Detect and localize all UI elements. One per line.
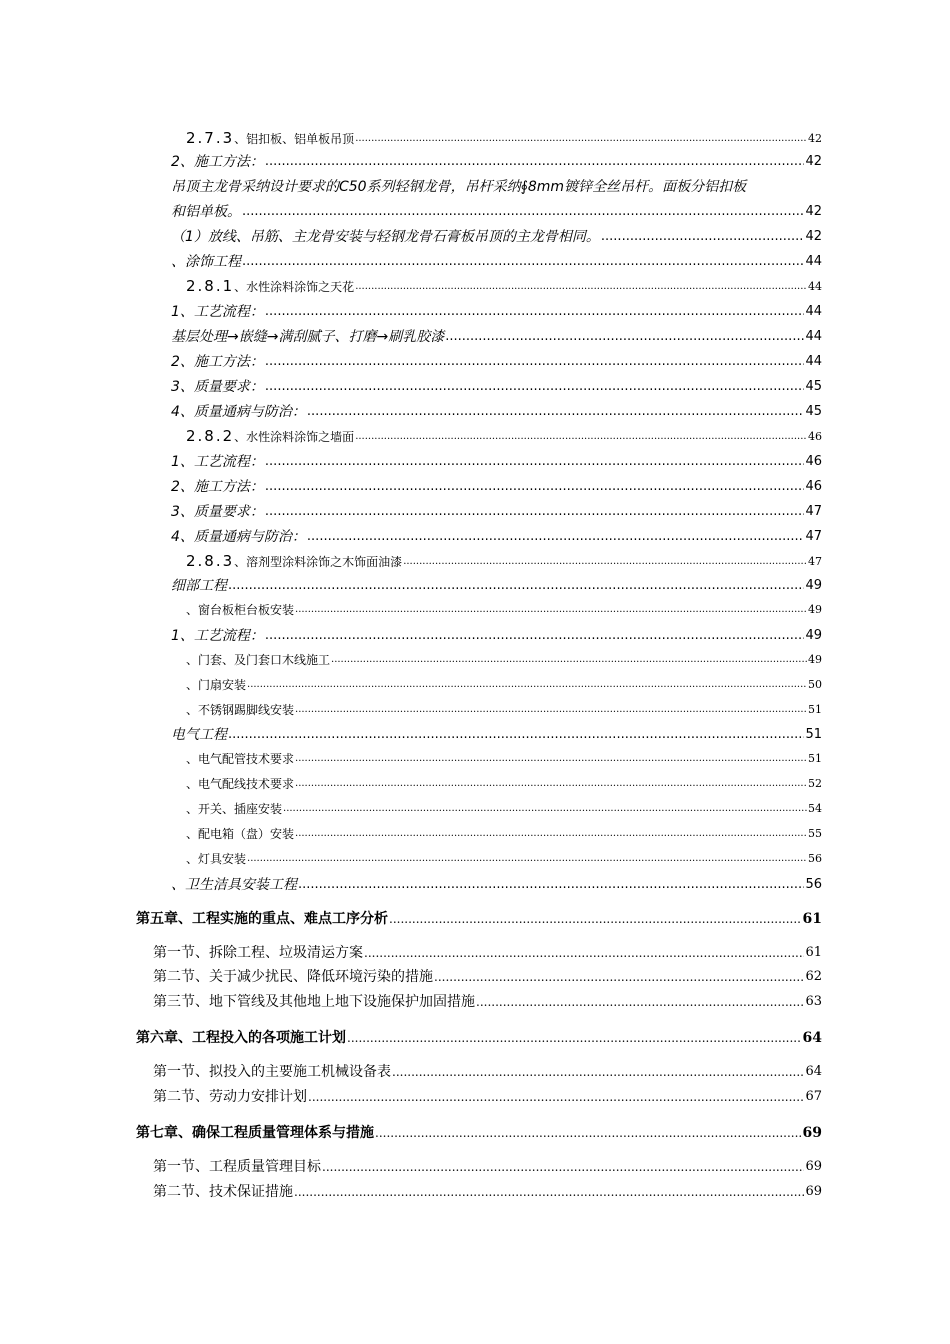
toc-entry-text: 4、质量通病与防治： bbox=[171, 404, 306, 420]
toc-entry-page: 45 bbox=[805, 379, 822, 394]
toc-entry[interactable] bbox=[186, 278, 822, 295]
toc-entry-title bbox=[186, 776, 294, 792]
dot-leader bbox=[364, 944, 804, 962]
toc-entry-page: 47 bbox=[808, 555, 822, 568]
dot-leader bbox=[247, 851, 807, 867]
toc-entry-title bbox=[171, 503, 264, 521]
dot-leader bbox=[307, 528, 805, 546]
toc-entry-page: 49 bbox=[805, 628, 822, 643]
dot-leader bbox=[228, 577, 804, 595]
toc-entry[interactable] bbox=[171, 453, 822, 471]
toc-entry[interactable] bbox=[153, 944, 822, 962]
toc-entry-title bbox=[186, 553, 402, 570]
toc-entry[interactable] bbox=[171, 876, 822, 894]
toc-entry-text: 1、工艺流程： bbox=[171, 628, 264, 644]
toc-entry-page: 44 bbox=[805, 354, 822, 369]
toc-entry-title bbox=[171, 403, 306, 421]
toc-entry[interactable] bbox=[136, 1124, 822, 1142]
toc-entry-number: 2.7.3 bbox=[186, 129, 235, 147]
toc-entry-text: （1）放线、吊筋、主龙骨安装与轻钢龙骨石膏板吊顶的主龙骨相同。 bbox=[171, 229, 600, 245]
toc-entry-title bbox=[153, 1063, 391, 1081]
dot-leader bbox=[375, 1124, 802, 1142]
dot-leader bbox=[445, 328, 804, 346]
toc-entry-title bbox=[186, 801, 282, 817]
toc-entry-page: 49 bbox=[808, 653, 822, 666]
toc-entry-text: 3、质量要求： bbox=[171, 504, 264, 520]
toc-entry[interactable] bbox=[171, 203, 822, 221]
toc-entry[interactable] bbox=[186, 130, 822, 147]
dot-leader bbox=[242, 203, 804, 221]
dot-leader bbox=[322, 1158, 804, 1176]
toc-entry-title bbox=[186, 428, 354, 445]
toc-entry-text: 第一节、拟投入的主要施工机械设备表 bbox=[153, 1064, 391, 1080]
toc-entry-page: 67 bbox=[805, 1089, 822, 1104]
toc-entry-text: 、铝扣板、铝单板吊顶 bbox=[234, 132, 355, 146]
toc-entry-text: 吊顶主龙骨采纳设计要求的C50系列轻钢龙骨，吊杆采纳∮8mm镀锌全丝吊杆。面板分铝扣板 bbox=[171, 179, 747, 195]
toc-entry[interactable] bbox=[186, 602, 822, 618]
toc-entry-page: 42 bbox=[805, 204, 822, 219]
dot-leader bbox=[265, 627, 805, 645]
toc-entry[interactable] bbox=[186, 428, 822, 445]
toc-entry-page: 69 bbox=[802, 1125, 822, 1141]
toc-entry-text: 1、工艺流程： bbox=[171, 304, 264, 320]
toc-entry-page: 46 bbox=[808, 430, 822, 443]
toc-entry[interactable] bbox=[186, 776, 822, 792]
toc-entry-page: 61 bbox=[805, 945, 822, 960]
toc-entry-title bbox=[153, 968, 433, 986]
dot-leader bbox=[476, 993, 804, 1011]
toc-entry[interactable] bbox=[186, 751, 822, 767]
toc-entry-title bbox=[153, 1088, 307, 1106]
toc-entry[interactable] bbox=[171, 403, 822, 421]
dot-leader bbox=[295, 751, 807, 767]
toc-entry-page: 46 bbox=[805, 479, 822, 494]
dot-leader bbox=[295, 826, 807, 842]
dot-leader bbox=[308, 1088, 804, 1106]
toc-entry-text: 基层处理→嵌缝→满刮腻子、打磨→刷乳胶漆 bbox=[171, 329, 445, 345]
dot-leader bbox=[265, 303, 805, 321]
toc-entry[interactable] bbox=[153, 1158, 822, 1176]
toc-entry[interactable] bbox=[153, 993, 822, 1011]
toc-entry-page: 50 bbox=[808, 678, 822, 691]
toc-entry[interactable] bbox=[171, 253, 822, 271]
toc-entry-page: 51 bbox=[808, 752, 822, 765]
toc-entry-page: 44 bbox=[805, 304, 822, 319]
toc-entry-text: 2、施工方法： bbox=[171, 154, 264, 170]
toc-entry-text: 、电气配线技术要求 bbox=[186, 777, 295, 791]
toc-entry-page: 64 bbox=[802, 1030, 822, 1046]
dot-leader bbox=[265, 453, 805, 471]
toc-entry-title bbox=[153, 993, 475, 1011]
toc-entry[interactable] bbox=[171, 503, 822, 521]
toc-entry[interactable] bbox=[153, 1063, 822, 1081]
dot-leader bbox=[355, 279, 807, 295]
toc-entry[interactable] bbox=[153, 968, 822, 986]
dot-leader bbox=[601, 228, 805, 246]
toc-entry-title bbox=[186, 278, 354, 295]
toc-entry-title bbox=[171, 303, 264, 321]
toc-entry-text: 第三节、地下管线及其他地上地下设施保护加固措施 bbox=[153, 994, 475, 1010]
toc-entry-title bbox=[171, 328, 444, 346]
toc-entry-page: 49 bbox=[805, 578, 822, 593]
dot-leader bbox=[331, 652, 807, 668]
toc-entry-title bbox=[186, 751, 294, 767]
toc-entry[interactable] bbox=[171, 328, 822, 346]
dot-leader bbox=[265, 353, 805, 371]
toc-entry-title bbox=[136, 1124, 374, 1142]
toc-entry[interactable] bbox=[186, 652, 822, 668]
dot-leader bbox=[295, 702, 807, 718]
toc-entry-text: 第二节、技术保证措施 bbox=[153, 1184, 293, 1200]
dot-leader bbox=[298, 876, 804, 894]
toc-entry[interactable] bbox=[186, 826, 822, 842]
toc-entry-page: 42 bbox=[805, 154, 822, 169]
toc-entry-title bbox=[153, 1158, 321, 1176]
toc-entry-text: 、水性涂料涂饰之墙面 bbox=[234, 430, 355, 444]
toc-entry-text: 细部工程 bbox=[171, 578, 227, 594]
toc-entry-title bbox=[136, 1029, 346, 1047]
dot-leader bbox=[355, 429, 807, 445]
toc-entry-title bbox=[136, 910, 388, 928]
dot-leader bbox=[295, 602, 807, 618]
toc-entry-page: 51 bbox=[805, 727, 822, 742]
toc-entry-text: 4、质量通病与防治： bbox=[171, 529, 306, 545]
toc-entry[interactable] bbox=[186, 553, 822, 570]
toc-entry-text: 和铝单板。 bbox=[171, 204, 241, 220]
toc-entry-text: 2、施工方法： bbox=[171, 479, 264, 495]
toc-entry[interactable] bbox=[136, 910, 822, 928]
toc-entry-page: 44 bbox=[805, 329, 822, 344]
toc-entry-title bbox=[171, 577, 227, 595]
toc-entry-title bbox=[186, 826, 294, 842]
toc-entry-title bbox=[186, 702, 294, 718]
toc-entry-text: 、电气配管技术要求 bbox=[186, 752, 295, 766]
toc-entry-text: 2、施工方法： bbox=[171, 354, 264, 370]
toc-entry-title bbox=[186, 677, 246, 693]
toc-entry-page: 42 bbox=[805, 229, 822, 244]
dot-leader bbox=[434, 968, 804, 986]
toc-entry-title bbox=[171, 876, 297, 894]
toc-entry-title bbox=[171, 353, 264, 371]
toc-entry-text: 第七章、确保工程质量管理体系与措施 bbox=[136, 1125, 374, 1141]
toc-entry-text: 、配电箱（盘）安装 bbox=[186, 827, 295, 841]
toc-entry-text: 第二节、关于减少扰民、降低环境污染的措施 bbox=[153, 969, 433, 985]
toc-entry-page: 63 bbox=[805, 994, 822, 1009]
toc-entry-page: 55 bbox=[808, 827, 822, 840]
toc-entry-title bbox=[171, 528, 306, 546]
toc-entry[interactable] bbox=[186, 702, 822, 718]
toc-entry-title bbox=[171, 178, 746, 196]
dot-leader bbox=[307, 403, 805, 421]
toc-entry-text: 第二节、劳动力安排计划 bbox=[153, 1089, 307, 1105]
toc-entry-title bbox=[171, 153, 264, 171]
toc-entry[interactable] bbox=[171, 577, 822, 595]
toc-entry-title bbox=[171, 453, 264, 471]
toc-entry[interactable] bbox=[171, 726, 822, 744]
toc-entry-page: 51 bbox=[808, 703, 822, 716]
toc-entry-page: 47 bbox=[805, 529, 822, 544]
toc-entry[interactable] bbox=[171, 153, 822, 171]
toc-entry-title bbox=[186, 130, 354, 147]
dot-leader bbox=[265, 378, 805, 396]
toc-entry-text: 、卫生洁具安装工程 bbox=[171, 877, 297, 893]
toc-entry[interactable] bbox=[186, 801, 822, 817]
dot-leader bbox=[265, 153, 805, 171]
toc-entry-title bbox=[171, 203, 241, 221]
toc-entry-number: 2.8.2 bbox=[186, 427, 235, 445]
toc-entry-text: 、开关、插座安装 bbox=[186, 802, 283, 816]
dot-leader bbox=[403, 554, 807, 570]
toc-entry-page: 46 bbox=[805, 454, 822, 469]
toc-entry-page: 64 bbox=[805, 1064, 822, 1079]
toc-entry-text: 、灯具安装 bbox=[186, 852, 247, 866]
dot-leader bbox=[392, 1063, 804, 1081]
dot-leader bbox=[265, 503, 805, 521]
toc-entry-title bbox=[171, 478, 264, 496]
dot-leader bbox=[389, 910, 802, 928]
toc-entry-title bbox=[171, 378, 264, 396]
toc-entry-page: 42 bbox=[808, 132, 822, 145]
toc-entry-page: 49 bbox=[808, 603, 822, 616]
dot-leader bbox=[294, 1183, 804, 1201]
toc-entry[interactable] bbox=[171, 627, 822, 645]
dot-leader bbox=[265, 478, 805, 496]
toc-entry-page: 44 bbox=[805, 254, 822, 269]
toc-entry-title bbox=[171, 627, 264, 645]
toc-entry-text: 第一节、工程质量管理目标 bbox=[153, 1159, 321, 1175]
toc-entry[interactable] bbox=[153, 1183, 822, 1201]
toc-entry-title bbox=[186, 652, 330, 668]
toc-entry-text: 1、工艺流程： bbox=[171, 454, 264, 470]
toc-entry-title bbox=[153, 1183, 293, 1201]
toc-entry-text: 第一节、拆除工程、垃圾清运方案 bbox=[153, 945, 363, 961]
toc-entry-text: 第五章、工程实施的重点、难点工序分析 bbox=[136, 911, 388, 927]
toc-entry-title bbox=[186, 851, 246, 867]
toc-entry-title bbox=[171, 726, 227, 744]
dot-leader bbox=[242, 253, 804, 271]
toc-entry-title bbox=[171, 228, 600, 246]
toc-entry-page: 69 bbox=[805, 1184, 822, 1199]
toc-entry-title bbox=[186, 602, 294, 618]
toc-entry-title bbox=[171, 253, 241, 271]
toc-entry-text: 、溶剂型涂料涂饰之木饰面油漆 bbox=[234, 555, 403, 569]
toc-entry-page: 56 bbox=[808, 852, 822, 865]
toc-entry-page: 56 bbox=[805, 877, 822, 892]
toc-entry[interactable] bbox=[186, 677, 822, 693]
toc-entry[interactable] bbox=[171, 228, 822, 246]
toc-entry[interactable] bbox=[186, 851, 822, 867]
toc-entry-page: 44 bbox=[808, 280, 822, 293]
dot-leader bbox=[283, 801, 807, 817]
toc-entry-text: 、水性涂料涂饰之天花 bbox=[234, 280, 355, 294]
toc-entry-page: 45 bbox=[805, 404, 822, 419]
toc-entry-number: 2.8.1 bbox=[186, 277, 235, 295]
toc-entry-page: 62 bbox=[805, 969, 822, 984]
toc-entry-page: 61 bbox=[802, 911, 822, 927]
toc-entry[interactable] bbox=[171, 178, 822, 196]
toc-entry-text: 、门套、及门套口木线施工 bbox=[186, 653, 331, 667]
toc-entry-number: 2.8.3 bbox=[186, 552, 235, 570]
dot-leader bbox=[295, 776, 807, 792]
toc-entry-text: 、门扇安装 bbox=[186, 678, 247, 692]
toc-entry-text: 电气工程 bbox=[171, 727, 227, 743]
toc-entry-page: 54 bbox=[808, 802, 822, 815]
dot-leader bbox=[355, 131, 807, 147]
dot-leader bbox=[347, 1029, 802, 1047]
dot-leader bbox=[228, 726, 804, 744]
toc-entry-page: 47 bbox=[805, 504, 822, 519]
toc-entry[interactable] bbox=[153, 1088, 822, 1106]
toc-entry-text: 、窗台板柜台板安装 bbox=[186, 603, 295, 617]
toc-entry-text: 第六章、工程投入的各项施工计划 bbox=[136, 1030, 346, 1046]
toc-entry[interactable] bbox=[171, 378, 822, 396]
toc-entry-page: 69 bbox=[805, 1159, 822, 1174]
toc-entry[interactable] bbox=[171, 528, 822, 546]
toc-entry[interactable] bbox=[171, 353, 822, 371]
dot-leader bbox=[247, 677, 807, 693]
toc-entry-text: 3、质量要求： bbox=[171, 379, 264, 395]
toc-entry-text: 、不锈钢踢脚线安装 bbox=[186, 703, 295, 717]
toc-entry[interactable] bbox=[136, 1029, 822, 1047]
toc-entry-text: 、涂饰工程 bbox=[171, 254, 241, 270]
toc-entry-title bbox=[153, 944, 363, 962]
toc-entry[interactable] bbox=[171, 478, 822, 496]
toc-entry[interactable] bbox=[171, 303, 822, 321]
toc-entry-page: 52 bbox=[808, 777, 822, 790]
